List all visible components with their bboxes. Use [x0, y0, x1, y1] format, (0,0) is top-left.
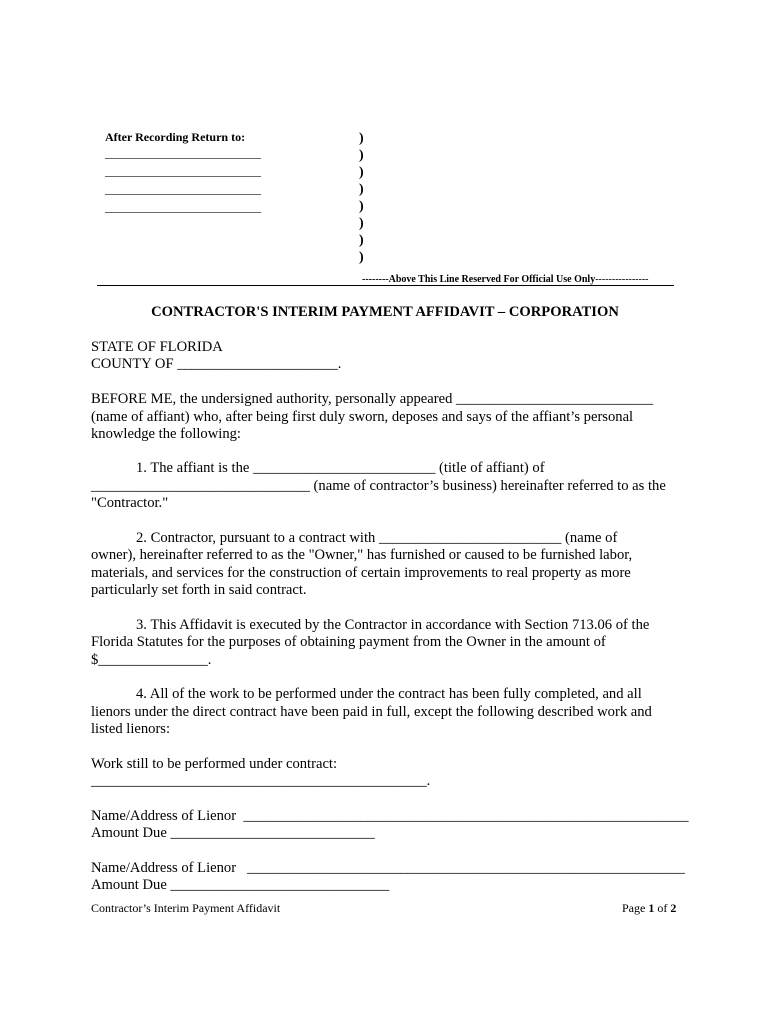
- lienor-2-name-address: Name/Address of Lienor ____________________________________________________________: [91, 860, 685, 876]
- para1-line-2: ______________________________ (name of contractor’s business) hereinafter referred to as the: [91, 478, 666, 494]
- para4-line-3: listed lienors:: [91, 721, 171, 737]
- official-use-suffix: ----------------: [595, 274, 649, 285]
- para2-line-1: 2. Contractor, pursuant to a contract with _________________________ (name of: [136, 530, 618, 546]
- official-use-divider: [97, 285, 674, 286]
- para2-line-3: materials, and services for the construction of certain improvements to real property as more: [91, 565, 631, 581]
- lienor-2-amount-due: Amount Due ______________________________: [91, 877, 390, 893]
- para3-line-2: Florida Statutes for the purposes of obtaining payment from the Owner in the amount of: [91, 634, 606, 650]
- lienor-1-amount-due: Amount Due ____________________________: [91, 825, 375, 841]
- before-me-line-1: BEFORE ME, the undersigned authority, personally appeared ___________________________: [91, 391, 654, 407]
- footer-page-number: [622, 901, 676, 916]
- county-line: COUNTY OF ______________________.: [91, 356, 342, 372]
- before-me-line-3: knowledge the following:: [91, 426, 241, 442]
- footer-total-pages: 2: [670, 901, 677, 915]
- para3-line-1: 3. This Affidavit is executed by the Contractor in accordance with Section 713.06 of the: [136, 617, 650, 633]
- para4-line-1: 4. All of the work to be performed under the contract has been fully completed, and all: [136, 686, 642, 702]
- return-address-line-2: __________________________: [105, 164, 261, 178]
- bracket-paren: ): [359, 165, 364, 180]
- lienor-1-name-address: Name/Address of Lienor _____________________________________________________________: [91, 808, 689, 824]
- footer-current-page: 1: [648, 901, 655, 915]
- bracket-paren: ): [359, 250, 364, 265]
- para3-line-3: $_______________.: [91, 652, 212, 668]
- before-me-line-2: (name of affiant) who, after being first duly sworn, deposes and says of the affiant’s personal: [91, 409, 634, 425]
- para2-line-4: particularly set forth in said contract.: [91, 582, 307, 598]
- work-label: Work still to be performed under contract:: [91, 756, 338, 772]
- footer-of-word: of: [654, 901, 671, 915]
- work-blank-line: ______________________________________________.: [91, 773, 431, 789]
- after-recording-label: After Recording Return to:: [105, 130, 246, 144]
- bracket-paren: ): [359, 199, 364, 214]
- state-line: STATE OF FLORIDA: [91, 339, 223, 355]
- official-use-prefix: --------: [362, 274, 389, 285]
- para4-line-2: lienors under the direct contract have been paid in full, except the following described work and: [91, 704, 652, 720]
- page-title: CONTRACTOR'S INTERIM PAYMENT AFFIDAVIT – CORPORATION: [151, 304, 619, 320]
- return-address-line-1: __________________________: [105, 146, 261, 160]
- bracket-paren: ): [359, 182, 364, 197]
- official-use-text: Above This Line Reserved For Official Use Only: [388, 274, 596, 285]
- para1-line-1: 1. The affiant is the _________________________ (title of affiant) of: [136, 460, 545, 476]
- return-address-line-3: __________________________: [105, 182, 261, 196]
- bracket-paren: ): [359, 233, 364, 248]
- footer-document-title: Contractor’s Interim Payment Affidavit: [91, 901, 281, 915]
- bracket-paren: ): [359, 148, 364, 163]
- bracket-paren: ): [359, 131, 364, 146]
- para2-line-2: owner), hereinafter referred to as the "Owner," has furnished or caused to be furnished labor,: [91, 547, 633, 563]
- para1-line-3: "Contractor.": [91, 495, 169, 511]
- footer-page-word: Page: [622, 901, 649, 915]
- return-address-line-4: __________________________: [105, 200, 261, 214]
- bracket-paren: ): [359, 216, 364, 231]
